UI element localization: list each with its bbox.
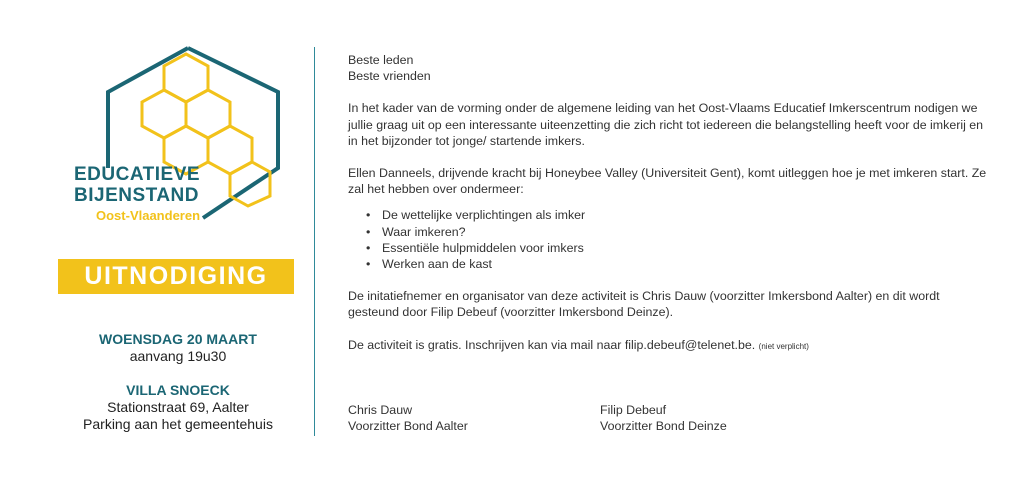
event-time: aanvang 19u30: [129, 348, 227, 364]
signature-chris: [348, 402, 468, 434]
greeting-line-2: Beste vrienden: [348, 69, 431, 84]
list-item: • Essentiële hulpmiddelen voor imkers: [348, 240, 988, 256]
registration-paragraph: [348, 337, 988, 355]
registration-text: De activiteit is gratis. Inschrijven kan via mail naar filip.debeuf@telenet.be.: [348, 337, 756, 352]
signature-name: Chris Dauw: [348, 403, 413, 417]
logo-wordmark: [74, 164, 200, 206]
greeting: [348, 52, 988, 84]
logo-line-1: EDUCATIEVE: [74, 164, 201, 185]
event-venue-block: [60, 382, 296, 433]
vertical-divider: [314, 47, 315, 436]
event-date-block: [60, 331, 296, 365]
list-item: • De wettelijke verplichtingen als imker: [348, 207, 988, 223]
signature-name: Filip Debeuf: [600, 403, 667, 417]
registration-note: (niet verplicht): [758, 341, 809, 351]
list-item: • Werken aan de kast: [348, 256, 988, 272]
intro-paragraph: In het kader van de vorming onder de algemene leiding van het Oost-Vlaams Educatief Imkerscentrum nodigen we jullie graag uit op een interessante uiteenzetting die zich richt tot iedereen die belangstelling heeft voor de imkerij en in het bijzonder tot jonge/ startende imkers.: [348, 101, 984, 148]
event-address: Stationstraat 69, Aalter: [107, 399, 249, 415]
greeting-line-1: Beste leden: [348, 53, 414, 67]
logo-line-2: BIJENSTAND: [74, 185, 199, 206]
signature-role: Voorzitter Bond Deinze: [600, 419, 727, 434]
invitation-banner: UITNODIGING: [58, 259, 294, 294]
speaker-paragraph: Ellen Danneels, drijvende kracht bij Honeybee Valley (Universiteit Gent), komt uitleggen hoe je met imkeren start. Ze zal het hebben over ondermeer:: [348, 166, 987, 197]
logo-subtitle: Oost-Vlaanderen: [96, 208, 201, 223]
letter-body: [348, 52, 988, 371]
list-item: • Waar imkeren?: [348, 224, 988, 240]
left-panel: [0, 0, 312, 483]
event-parking: Parking aan het gemeentehuis: [83, 416, 273, 432]
event-date: WOENSDAG 20 MAART: [99, 331, 257, 347]
signature-role: Voorzitter Bond Aalter: [348, 419, 468, 434]
organizer-paragraph: De initatiefnemer en organisator van deze activiteit is Chris Dauw (voorzitter Imkersbond Aalter) en dit wordt gesteund door Filip Debeuf (voorzitter Imkersbond Deinze).: [348, 289, 940, 320]
event-venue: VILLA SNOECK: [126, 382, 230, 398]
signature-filip: [600, 402, 727, 434]
topics-list: [348, 207, 988, 272]
